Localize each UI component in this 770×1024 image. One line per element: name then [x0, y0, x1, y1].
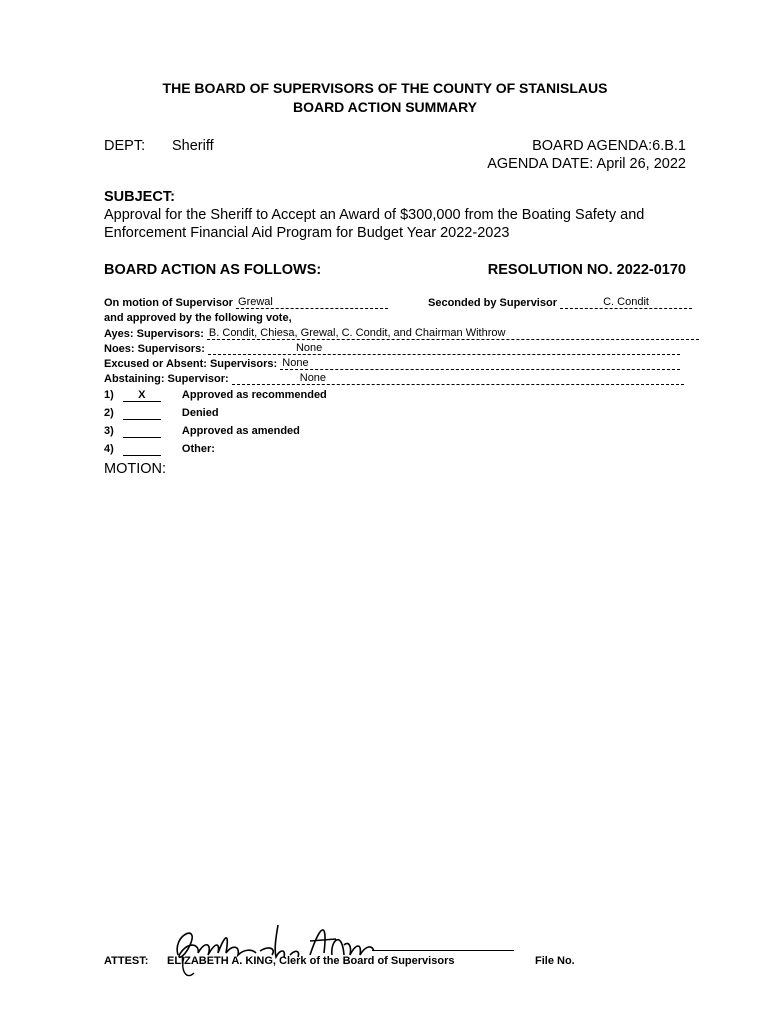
approved-line: and approved by the following vote, [104, 312, 292, 324]
option-label: Approved as amended [181, 425, 300, 437]
excused-label: Excused or Absent: Supervisors: [104, 358, 278, 370]
clerk-name: ELIZABETH A. KING, Clerk of the Board of Supervisors [167, 955, 455, 967]
option-approved-amended [104, 425, 300, 438]
resolution-number: RESOLUTION NO. 2022-0170 [487, 262, 686, 278]
option-other [104, 443, 215, 456]
seconded-value: C. Condit [560, 296, 692, 309]
option-number: 2) [104, 407, 114, 419]
option-mark [123, 407, 161, 420]
noes-line [104, 342, 680, 355]
subject-line-1: Approval for the Sheriff to Accept an Award of $300,000 from the Boating Safety and [104, 207, 645, 223]
ayes-label: Ayes: Supervisors: [104, 328, 204, 340]
board-action-heading: BOARD ACTION AS FOLLOWS: [104, 262, 322, 278]
option-number: 3) [104, 425, 114, 437]
noes-value: None [208, 342, 680, 355]
option-mark: X [123, 389, 161, 402]
clerk-signature [160, 915, 380, 985]
ayes-line [104, 327, 699, 340]
option-approved-recommended [104, 389, 327, 402]
motion-line [104, 296, 388, 309]
agenda-date: AGENDA DATE: April 26, 2022 [487, 156, 686, 172]
option-label: Denied [181, 407, 219, 419]
dept-label: DEPT: [104, 138, 146, 154]
seconded-line [428, 296, 692, 309]
attest-label: ATTEST: [104, 955, 149, 967]
option-number: 1) [104, 389, 114, 401]
abstaining-label: Abstaining: Supervisor: [104, 373, 229, 385]
subject-label: SUBJECT: [104, 189, 175, 205]
motion-label: MOTION: [104, 461, 167, 477]
dept-value: Sheriff [172, 138, 214, 154]
option-mark [123, 425, 161, 438]
signature-line [372, 950, 514, 951]
option-denied [104, 407, 219, 420]
header-title: THE BOARD OF SUPERVISORS OF THE COUNTY OF STANISLAUS [162, 80, 608, 96]
subject-line-2: Enforcement Financial Aid Program for Budget Year 2022-2023 [104, 225, 510, 241]
abstaining-line [104, 372, 684, 385]
noes-label: Noes: Supervisors: [104, 343, 205, 355]
option-number: 4) [104, 443, 114, 455]
motion-value: Grewal [236, 296, 388, 309]
file-number-label: File No. [535, 955, 575, 967]
option-label: Approved as recommended [181, 389, 327, 401]
motion-label: On motion of Supervisor [104, 297, 233, 309]
seconded-label: Seconded by Supervisor [428, 297, 557, 309]
excused-value: None [280, 357, 680, 370]
board-agenda: BOARD AGENDA:6.B.1 [532, 138, 686, 154]
option-mark [123, 443, 161, 456]
abstaining-value: None [232, 372, 684, 385]
ayes-value: B. Condit, Chiesa, Grewal, C. Condit, and Chairman Withrow [207, 327, 699, 340]
header-subtitle: BOARD ACTION SUMMARY [292, 99, 478, 115]
excused-line [104, 357, 680, 370]
option-label: Other: [181, 443, 215, 455]
